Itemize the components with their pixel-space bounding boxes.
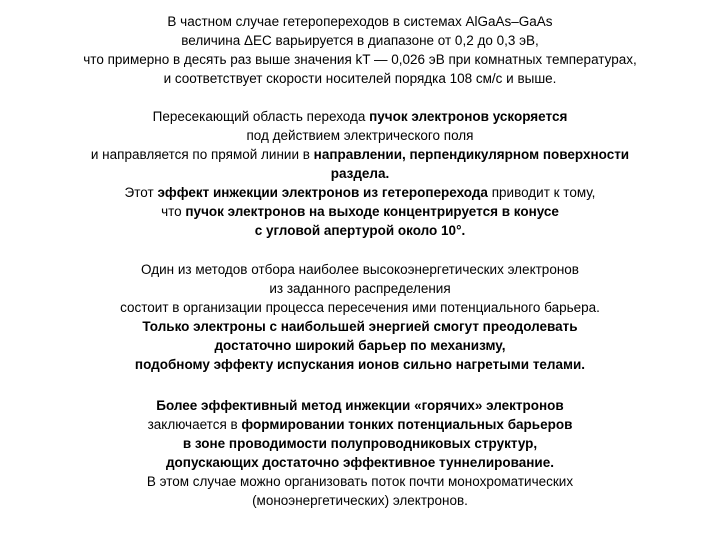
bold-text-segment: раздела.	[330, 166, 390, 181]
text-segment: Этот	[124, 185, 158, 200]
text-line	[14, 260, 706, 279]
bold-text-segment: Более эффективный метод инжекции «горячих» электронов	[156, 398, 564, 413]
bold-text-segment: подобному эффекту испускания ионов сильно нагретыми телами.	[134, 357, 586, 372]
text-line	[14, 202, 706, 221]
text-line	[14, 50, 706, 69]
text-segment: приводит к тому,	[487, 185, 596, 200]
bold-text-segment: пучок электронов ускоряется	[369, 109, 568, 124]
text-line	[14, 221, 706, 240]
text-segment: что	[161, 204, 186, 219]
text-line	[14, 415, 706, 434]
bold-text-segment: в зоне проводимости полупроводниковых структур,	[182, 436, 538, 451]
text-segment: В этом случае можно организовать поток почти монохроматических	[146, 474, 574, 489]
paragraph-heterojunction-energy	[14, 12, 706, 88]
text-segment: и направляется по прямой линии в	[90, 147, 314, 162]
bold-text-segment: эффект инжекции электронов из гетероперехода	[157, 185, 488, 200]
text-segment: Пересекающий область перехода	[152, 109, 370, 124]
text-line	[14, 434, 706, 453]
text-segment: и соответствует скорости носителей порядка 108 см/с и выше.	[163, 71, 557, 86]
text-line	[14, 145, 706, 164]
bold-text-segment: с угловой апертурой около 10°.	[254, 223, 466, 238]
text-segment: Один из методов отбора наиболее высокоэнергетических электронов	[141, 262, 579, 277]
text-line	[14, 472, 706, 491]
text-line	[14, 317, 706, 336]
bold-text-segment: пучок электронов на выходе концентрируется в конусе	[185, 204, 559, 219]
paragraph-hot-electron-injection	[14, 396, 706, 510]
text-line	[14, 164, 706, 183]
text-line	[14, 183, 706, 202]
text-line	[14, 491, 706, 510]
text-line	[14, 12, 706, 31]
text-segment: заключается в	[147, 417, 242, 432]
text-segment: под действием электрического поля	[246, 128, 474, 143]
text-line	[14, 355, 706, 374]
text-line	[14, 107, 706, 126]
text-line	[14, 396, 706, 415]
text-line	[14, 453, 706, 472]
text-segment: (моноэнергетических) электронов.	[252, 493, 468, 508]
text-line	[14, 126, 706, 145]
paragraph-electron-beam-acceleration	[14, 107, 706, 240]
text-segment: В частном случае гетеропереходов в системах AlGaAs–GaAs	[167, 14, 553, 29]
text-line	[14, 336, 706, 355]
bold-text-segment: достаточно широкий барьер по механизму,	[214, 338, 506, 353]
text-line	[14, 298, 706, 317]
text-line	[14, 279, 706, 298]
text-line	[14, 31, 706, 50]
text-segment: что примерно в десять раз выше значения kT — 0,026 эВ при комнатных температурах,	[83, 52, 637, 67]
text-segment: состоит в организации процесса пересечения ими потенциального барьера.	[120, 300, 600, 315]
text-segment: из заданного распределения	[269, 281, 451, 296]
bold-text-segment: формировании тонких потенциальных барьеров	[241, 417, 573, 432]
bold-text-segment: направлении, перпендикулярном поверхности	[313, 147, 630, 162]
bold-text-segment: Только электроны с наибольшей энергией смогут преодолевать	[142, 319, 578, 334]
text-segment: величина ΔEC варьируется в диапазоне от 0,2 до 0,3 эВ,	[181, 33, 539, 48]
paragraph-selection-method	[14, 260, 706, 374]
bold-text-segment: допускающих достаточно эффективное туннелирование.	[165, 455, 554, 470]
text-line	[14, 69, 706, 88]
